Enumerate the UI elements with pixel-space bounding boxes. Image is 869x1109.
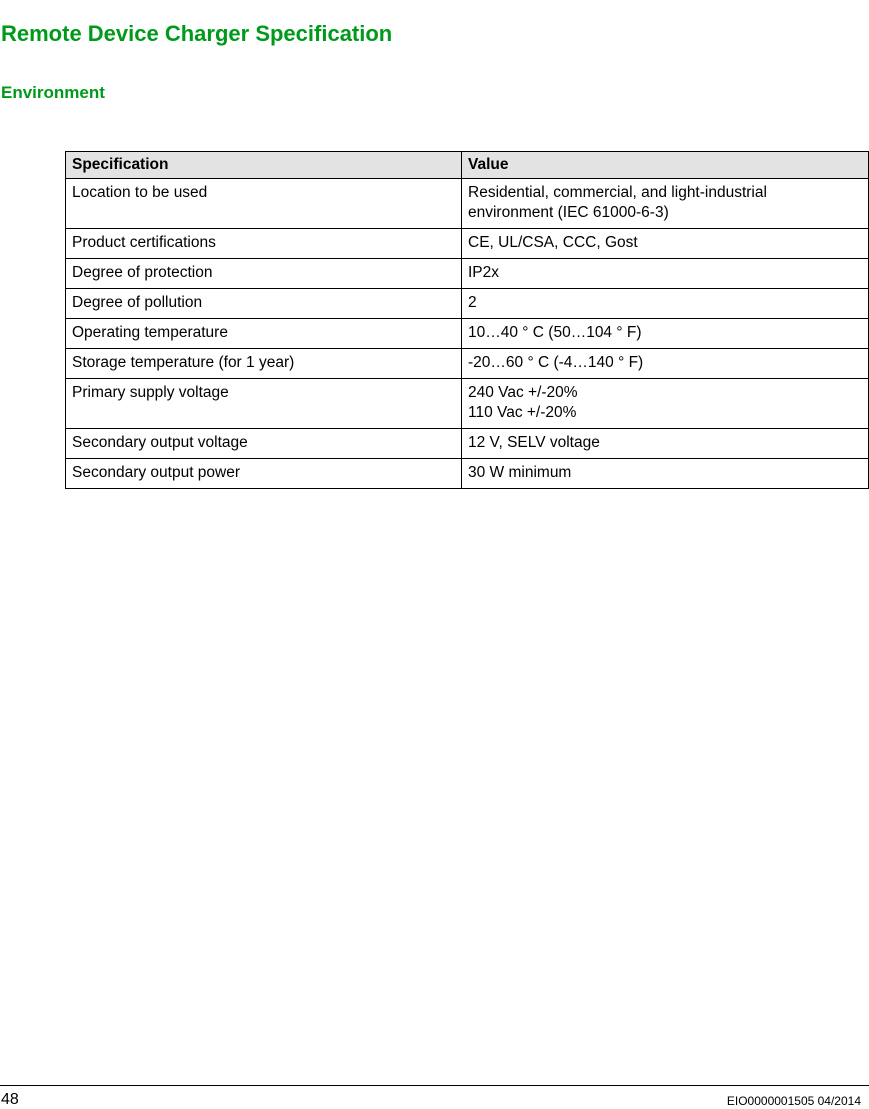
value-line: 2 bbox=[468, 294, 477, 311]
value-cell bbox=[462, 459, 869, 489]
value-line: 30 W minimum bbox=[468, 464, 572, 481]
spec-cell: Operating temperature bbox=[66, 319, 462, 349]
value-line: 10…40 ° C (50…104 ° F) bbox=[468, 324, 642, 341]
table-row bbox=[66, 229, 869, 259]
table-row bbox=[66, 259, 869, 289]
section-title: Environment bbox=[1, 83, 105, 102]
table-row bbox=[66, 429, 869, 459]
value-cell bbox=[462, 319, 869, 349]
value-cell bbox=[462, 379, 869, 429]
value-cell bbox=[462, 289, 869, 319]
table-row bbox=[66, 349, 869, 379]
table-row bbox=[66, 459, 869, 489]
document-reference: EIO0000001505 04/2014 bbox=[726, 1094, 861, 1108]
column-header-specification: Specification bbox=[66, 152, 462, 179]
table-row bbox=[66, 179, 869, 229]
value-line: environment (IEC 61000-6-3) bbox=[468, 204, 669, 221]
value-cell bbox=[462, 429, 869, 459]
spec-cell: Secondary output power bbox=[66, 459, 462, 489]
footer-divider bbox=[0, 1085, 869, 1086]
value-line: CE, UL/CSA, CCC, Gost bbox=[468, 234, 638, 251]
spec-cell: Product certifications bbox=[66, 229, 462, 259]
value-cell bbox=[462, 259, 869, 289]
value-line: 110 Vac +/-20% bbox=[468, 404, 577, 421]
column-header-value: Value bbox=[462, 152, 869, 179]
spec-cell: Degree of pollution bbox=[66, 289, 462, 319]
value-line: IP2x bbox=[468, 264, 500, 281]
value-line: Residential, commercial, and light-industrial bbox=[468, 184, 767, 201]
value-cell bbox=[462, 179, 869, 229]
value-cell bbox=[462, 349, 869, 379]
spec-cell: Storage temperature (for 1 year) bbox=[66, 349, 462, 379]
spec-cell: Primary supply voltage bbox=[66, 379, 462, 429]
spec-table bbox=[65, 151, 869, 489]
value-line: 12 V, SELV voltage bbox=[468, 434, 600, 451]
table-row bbox=[66, 289, 869, 319]
spec-cell: Secondary output voltage bbox=[66, 429, 462, 459]
value-line: 240 Vac +/-20% bbox=[468, 384, 578, 401]
spec-cell: Location to be used bbox=[66, 179, 462, 229]
page-number: 48 bbox=[1, 1091, 19, 1108]
value-cell bbox=[462, 229, 869, 259]
spec-cell: Degree of protection bbox=[66, 259, 462, 289]
value-line: -20…60 ° C (-4…140 ° F) bbox=[468, 354, 644, 371]
table-row bbox=[66, 319, 869, 349]
table-header-row bbox=[66, 152, 869, 179]
document-title: Remote Device Charger Specification bbox=[1, 21, 393, 46]
table-row bbox=[66, 379, 869, 429]
